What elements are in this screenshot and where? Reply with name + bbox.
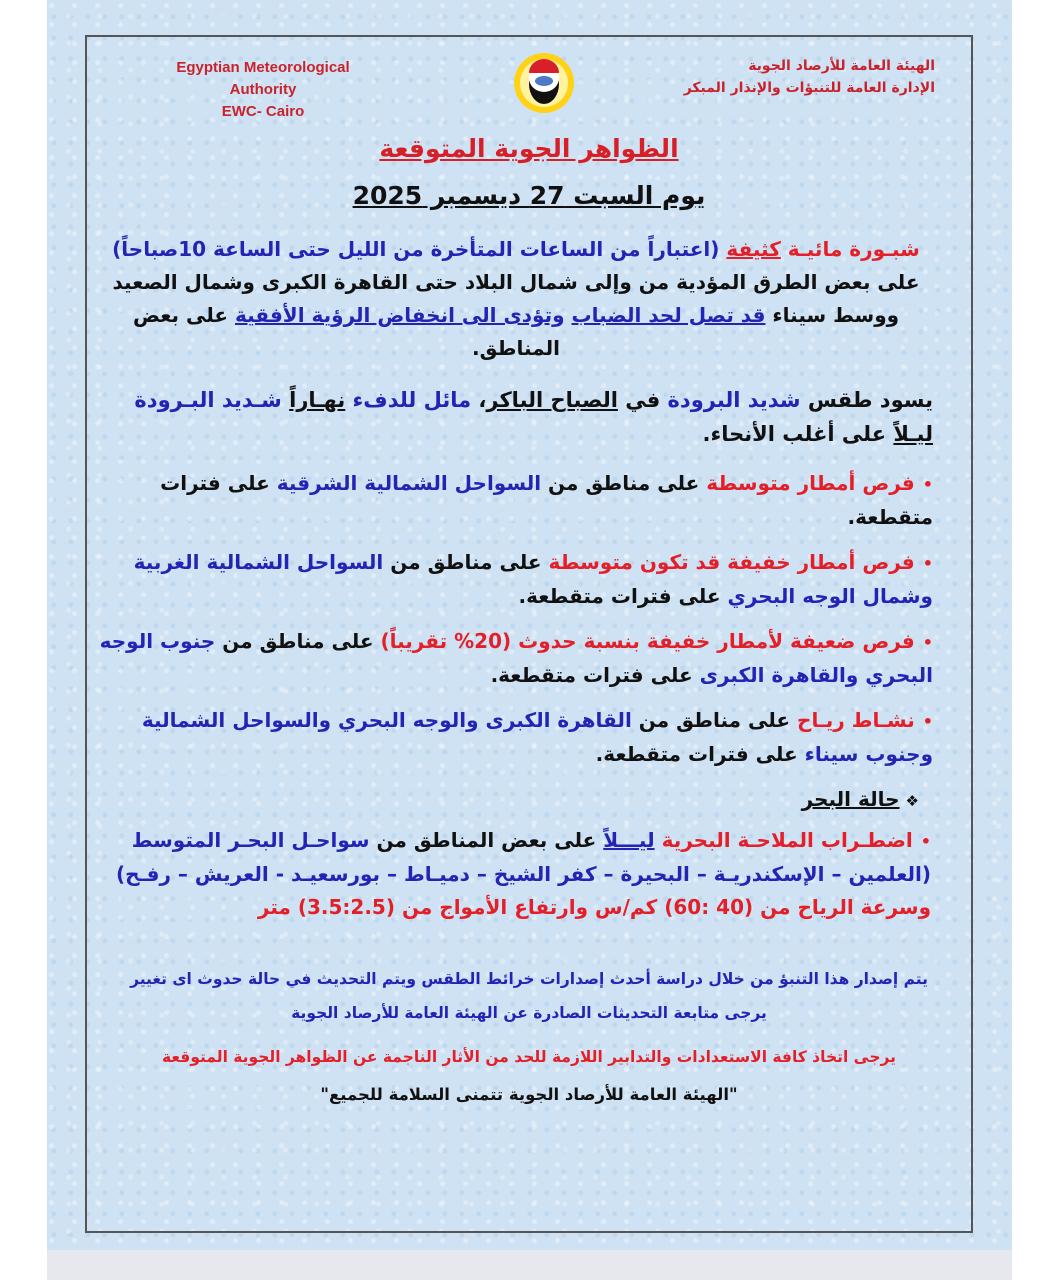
text-segment: وتؤدى الى انخفاض الرؤية الأفقية xyxy=(235,303,565,327)
bulletin-page xyxy=(47,0,1012,1250)
page-border xyxy=(85,35,973,1233)
text-segment: على فترات متقطعة. xyxy=(518,584,728,608)
bulletin-date xyxy=(87,176,971,219)
temperature-paragraph xyxy=(127,383,933,451)
text-segment: وسرعة الرياح من (40 :60) كم/س وارتفاع الأمواج من (3.5:2.5) متر xyxy=(257,895,931,919)
closing-message: "الهيئة العامة للأرصاد الجوية تتمنى السلامة للجميع" xyxy=(320,1085,738,1104)
text-segment: على بعض المناطق. xyxy=(132,303,560,360)
text-segment: على بعض الطرق المؤدية من وإلى شمال البلاد حتى القاهرة الكبرى وشمال الصعيد ووسط سيناء xyxy=(112,270,920,327)
text-segment: في xyxy=(617,388,668,412)
text-segment: على فترات متقطعة. xyxy=(160,471,933,529)
ema-logo-icon xyxy=(512,51,576,115)
text-segment: ليـــلاً xyxy=(603,828,655,852)
org-name-ar: الهيئة العامة للأرصاد الجوية xyxy=(748,58,935,74)
rain-south-item xyxy=(97,625,933,692)
text-segment: نشـاط ريـاح xyxy=(797,708,915,732)
header-english xyxy=(143,57,383,123)
text-segment: ليـلاً xyxy=(893,422,933,446)
bullet-icon: • xyxy=(922,554,933,573)
text-segment: شـديد البـرودة xyxy=(134,388,290,412)
text-segment: (اعتباراً من الساعات المتأخرة من الليل حتى الساعة 10صباحاً) xyxy=(112,237,727,261)
text-segment: شبـورة مائيـة xyxy=(780,237,920,261)
bullet-icon: • xyxy=(922,633,933,652)
text-segment: على فترات متقطعة. xyxy=(595,742,805,766)
text-segment: القاهرة الكبرى والوجه البحري والسواحل الشمالية وجنوب سيناء xyxy=(141,708,933,766)
update-note-1: يتم إصدار هذا التنبؤ من خلال دراسة أحدث إصدارات خرائط الطقس ويتم التحديث في حالة حدوث اى تغيير xyxy=(130,970,928,988)
header xyxy=(87,37,971,129)
text-segment: على مناطق من xyxy=(541,471,707,495)
text-segment: على مناطق من xyxy=(383,550,549,574)
bottom-margin xyxy=(47,1250,1012,1280)
bullet-icon: • xyxy=(922,475,933,494)
bullet-icon: • xyxy=(922,712,933,731)
dept-name-ar: الإدارة العامة للتنبؤات والإنذار المبكر xyxy=(683,80,935,96)
text-segment: جنوب الوجه البحري والقاهرة الكبرى xyxy=(99,629,933,687)
rain-east-item xyxy=(97,467,933,534)
fog-paragraph xyxy=(101,233,931,365)
text-segment: شديد البرودة xyxy=(667,388,801,412)
text-segment: يسود طقس xyxy=(800,388,933,412)
text-segment: على مناطق من xyxy=(631,708,798,732)
text-segment: فرص أمطار متوسطة xyxy=(706,471,915,495)
wind-item xyxy=(97,704,933,771)
sea-paragraph xyxy=(97,824,931,924)
text-segment: كثيفة xyxy=(726,237,781,261)
text-segment: مائل للدفء xyxy=(345,388,472,412)
text-segment: نهـاراً xyxy=(289,388,346,412)
text-segment: ، xyxy=(471,388,487,412)
text-segment: فرص أمطار خفيفة قد تكون متوسطة xyxy=(548,550,915,574)
text-segment: قد تصل لحد الضباب xyxy=(571,303,766,327)
preparedness-warning: يرجى اتخاذ كافة الاستعدادات والتدابير اللازمة للحد من الأثار الناجمة عن الظواهر الجوية المتوقعة xyxy=(162,1048,896,1066)
update-note-2: يرجى متابعة التحديثات الصادرة عن الهيئة العامة للأرصاد الجوية xyxy=(291,1004,767,1022)
rain-west-item xyxy=(97,546,933,613)
text-segment: اضطـراب الملاحـة البحرية xyxy=(654,828,913,852)
text-segment: على فترات متقطعة. xyxy=(490,663,700,687)
header-arabic xyxy=(684,55,935,99)
org-name-en: Egyptian Meteorological Authority xyxy=(176,59,350,98)
text-segment: السواحل الشمالية الشرقية xyxy=(276,471,542,495)
center-name-en: EWC- Cairo xyxy=(221,103,305,120)
date-text: يوم السبت 27 ديسمبر 2025 xyxy=(352,181,706,210)
text-segment: الصباح الباكر xyxy=(486,388,618,412)
sea-heading xyxy=(97,783,919,818)
text-segment: على بعض المناطق من xyxy=(369,828,604,852)
text-segment: سواحـل البحـر المتوسط (العلمين – الإسكندريـة – البحيرة – كفر الشيخ – دميـاط – بورسعيـد - العريش – رفـح) xyxy=(115,828,931,886)
diamond-bullet-icon: ❖ xyxy=(905,792,919,810)
text-segment: على أغلب الأنحاء. xyxy=(702,422,894,446)
text-segment: فرص ضعيفة لأمطار خفيفة بنسبة حدوث (20% تقريباً) xyxy=(380,629,915,653)
bullet-icon: • xyxy=(920,832,931,851)
text-segment: السواحل الشمالية الغربية وشمال الوجه البحري xyxy=(133,550,933,608)
bulletin-title xyxy=(87,129,971,172)
sea-heading-text: حالة البحر xyxy=(801,787,900,811)
text-segment: على مناطق من xyxy=(215,629,381,653)
text-segment xyxy=(565,303,572,327)
title-text: الظواهر الجوية المتوقعة xyxy=(379,134,679,163)
